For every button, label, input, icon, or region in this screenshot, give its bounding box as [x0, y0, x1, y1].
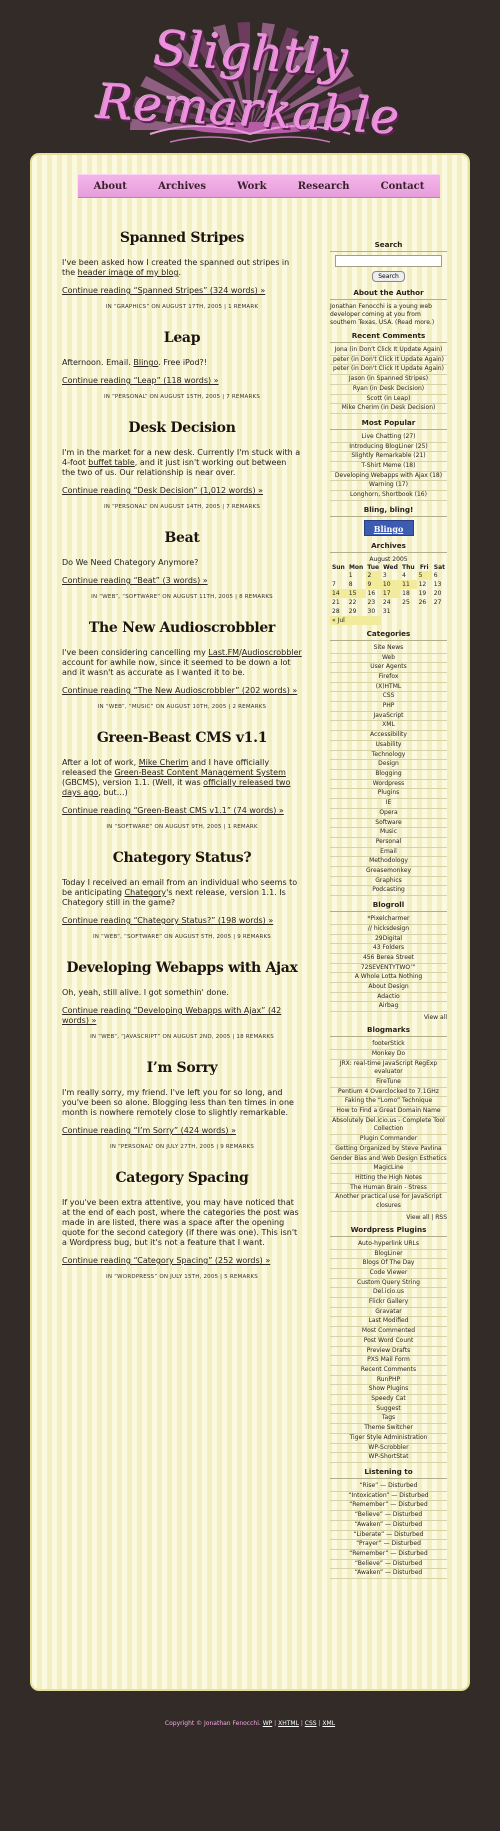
post-excerpt	[62, 558, 302, 568]
archives-widget	[330, 541, 447, 625]
category-link[interactable]: IE	[330, 799, 447, 809]
blogroll-link[interactable]: 29Digital	[330, 935, 447, 945]
recent-comment-link[interactable]: Mike Cherim (in Desk Decision)	[330, 404, 447, 414]
post-inline-link[interactable]: Mike Cherim	[138, 758, 189, 767]
recent-comment-link[interactable]: Ryan (in Desk Decision)	[330, 385, 447, 395]
track-link[interactable]: “Awaken” — Disturbed	[330, 1569, 447, 1579]
post-text: Oh, yeah, still alive. I got somethin' done.	[62, 988, 229, 997]
category-link[interactable]: Accessibility	[330, 731, 447, 741]
calendar-day[interactable]: 2	[366, 571, 381, 580]
post	[62, 850, 302, 940]
most-popular-heading: Most Popular	[330, 418, 447, 430]
calendar-day: 7	[332, 580, 336, 588]
search-input[interactable]	[335, 255, 442, 267]
calendar-day: 29	[348, 607, 357, 615]
track-link[interactable]: “Liberate” — Disturbed	[330, 1531, 447, 1541]
continue-reading-link[interactable]: Continue reading “I’m Sorry” (424 words) »	[62, 1126, 236, 1135]
post-meta: IN “WORDPRESS” ON JULY 15TH, 2005 | 5 REMARKS	[106, 1274, 258, 1280]
post-excerpt	[62, 1088, 302, 1118]
recent-comment-link[interactable]: Jason (in Spanned Stripes)	[330, 375, 447, 385]
category-link[interactable]: (X)HTML	[330, 683, 447, 693]
category-link[interactable]: Plugins	[330, 789, 447, 799]
recent-comment-link[interactable]: peter (in Don't Click It Update Again)	[330, 356, 447, 366]
continue-reading-link[interactable]: Continue reading “The New Audioscrobbler” (202 words) »	[62, 686, 298, 695]
post	[62, 1060, 302, 1150]
calendar-weekday: Thu	[402, 563, 415, 571]
category-link[interactable]: Usability	[330, 741, 447, 751]
post-excerpt	[62, 988, 302, 998]
post-text: and I have officially released the	[62, 758, 270, 777]
category-link[interactable]: JavaScript	[330, 712, 447, 722]
calendar-day: 26	[418, 598, 427, 606]
track-link[interactable]: “Believe” — Disturbed	[330, 1560, 447, 1570]
post-excerpt	[62, 1198, 302, 1248]
listening-list	[330, 1482, 447, 1579]
post-text: 's next release, version 1.1. Is Chategory still in the game?	[62, 888, 286, 907]
calendar-empty-cell	[330, 571, 347, 580]
post-text: . Free iPod?!	[158, 358, 208, 367]
post	[62, 1170, 302, 1280]
post-excerpt	[62, 758, 302, 798]
post-meta: IN “WEB”, “SOFTWARE” ON AUGUST 5TH, 2005 | 9 REMARKS	[92, 934, 272, 940]
category-link[interactable]: Wordpress	[330, 780, 447, 790]
post-text: If you've been extra attentive, you may have noticed that at the end of each post, where the categories the post was made in are listed, there was a space after the opening quote for the second category (if there was one). This isn't a Wordpress bug, but it's not a feature that I want.	[62, 1198, 299, 1247]
calendar-day: 24	[382, 598, 391, 606]
post-text: After a lot of work,	[62, 758, 139, 767]
post	[62, 330, 302, 400]
about-widget	[330, 288, 447, 327]
post-text: , and it just isn't working out between the two of us. Our relationship is near over.	[62, 458, 287, 477]
categories-widget	[330, 629, 447, 896]
calendar-weekday: Mon	[348, 563, 364, 571]
post-title[interactable]: Desk Decision	[128, 420, 236, 436]
post-title[interactable]: Green-Beast CMS v1.1	[96, 730, 268, 746]
calendar-day: 18	[402, 589, 410, 597]
plugin-link[interactable]: Tags	[330, 1414, 447, 1424]
popular-post-link[interactable]: Introducing BlogLiner (25)	[330, 443, 447, 453]
post-meta: IN “GRAPHICS” ON AUGUST 17TH, 2005 | 1 REMARK	[105, 304, 259, 310]
post	[62, 530, 302, 600]
post-text: Today I received an email from an individual who seems to be anticipating	[62, 878, 298, 897]
calendar-day[interactable]: 9	[366, 580, 381, 589]
footer-link-wp[interactable]: WP	[262, 1720, 273, 1727]
blogroll-list	[330, 915, 447, 1012]
post-inline-link[interactable]: Chategory	[124, 888, 167, 897]
calendar-day: 31	[382, 607, 391, 615]
post-meta: IN “WEB”, “JAVASCRIPT” ON AUGUST 2ND, 2005 | 18 REMARKS	[90, 1034, 274, 1040]
nav-about[interactable]: About	[93, 180, 127, 192]
plugin-link[interactable]: Post Word Count	[330, 1337, 447, 1347]
blogmarks-links[interactable]: View all | RSS	[406, 1213, 447, 1221]
calendar-empty-cell	[400, 607, 416, 616]
post-inline-link[interactable]: buffet table	[88, 458, 135, 467]
calendar-month: August 2005	[369, 555, 408, 563]
blogroll-link[interactable]: A Whole Lotta Nothing	[330, 973, 447, 983]
blogmark-link[interactable]: How to Find a Great Domain Name	[330, 1107, 447, 1117]
plugin-link[interactable]: Auto-hyperlink URLs	[330, 1240, 447, 1250]
popular-post-link[interactable]: Live Chatting (27)	[330, 433, 447, 443]
post	[62, 960, 302, 1040]
post-meta: IN “WEB”, “SOFTWARE” ON AUGUST 11TH, 2005 | 8 REMARKS	[91, 594, 273, 600]
popular-post-link[interactable]: T-Shirt Meme (18)	[330, 462, 447, 472]
wp-plugins-widget	[330, 1225, 447, 1463]
site-footer: Copyright © Jonathan Fenocchi. WP | XHTML | CSS | XML	[164, 1720, 336, 1727]
calendar-day: 19	[418, 589, 427, 597]
recent-comment-link[interactable]: peter (in Don't Click It Update Again)	[330, 365, 447, 375]
site-header	[0, 0, 500, 160]
blogroll-link[interactable]: 43 Folders	[330, 944, 447, 954]
blogmark-link[interactable]: Monkey Do	[330, 1050, 447, 1060]
category-link[interactable]: Podcasting	[330, 886, 447, 896]
blogmark-link[interactable]: footerStick	[330, 1040, 447, 1050]
main-nav	[78, 174, 440, 198]
recent-comment-link[interactable]: Scott (in Leap)	[330, 395, 447, 405]
calendar-weekday: Tue	[367, 563, 380, 571]
wp-plugins-list	[330, 1240, 447, 1463]
continue-reading-link[interactable]: Continue reading “Developing Webapps with Ajax” (42 words) »	[62, 1006, 282, 1025]
blogmark-link[interactable]: Faking the “Lomo” Technique	[330, 1097, 447, 1107]
category-link[interactable]: Methodology	[330, 857, 447, 867]
calendar-day[interactable]: 15	[347, 589, 366, 598]
category-link[interactable]: Site News	[330, 644, 447, 654]
continue-reading-link[interactable]: Continue reading “Green-Beast CMS v1.1” (74 words) »	[62, 806, 284, 815]
continue-reading-link[interactable]: Continue reading “Category Spacing” (252 words) »	[62, 1256, 271, 1265]
blogroll-link[interactable]: About Design	[330, 983, 447, 993]
blogmarks-list	[330, 1040, 447, 1212]
calendar-day: 21	[332, 598, 340, 606]
about-text: Jonathan Fenocchi is a young web developer coming at you from southern Texas, USA. (Read more.)	[330, 303, 435, 326]
plugin-link[interactable]: Most Commented	[330, 1327, 447, 1337]
post-meta: IN “WEB”, “MUSIC” ON AUGUST 10TH, 2005 | 2 REMARKS	[97, 704, 267, 710]
post-meta: IN “PERSONAL” ON AUGUST 15TH, 2005 | 7 REMARKS	[103, 394, 261, 400]
blogroll-heading: Blogroll	[330, 900, 447, 912]
category-link[interactable]: Music	[330, 828, 447, 838]
post-meta: IN “PERSONAL” ON JULY 27TH, 2005 | 9 REMARKS	[109, 1144, 255, 1150]
listening-widget	[330, 1467, 447, 1579]
post	[62, 730, 302, 830]
blogmarks-heading: Blogmarks	[330, 1025, 447, 1037]
calendar-day: 28	[332, 607, 340, 615]
category-link[interactable]: XML	[330, 721, 447, 731]
blogroll-link[interactable]: *Pixelcharmer	[330, 915, 447, 925]
nav-contact[interactable]: Contact	[380, 180, 425, 192]
post-text: /	[239, 648, 242, 657]
continue-reading-link[interactable]: Continue reading “Beat” (3 words) »	[62, 576, 208, 585]
post-text: , but…)	[98, 788, 128, 797]
calendar-day[interactable]: 14	[330, 589, 347, 598]
site-logo[interactable]: Slightly Remarkable	[95, 20, 402, 146]
blogmark-link[interactable]: Getting Organized by Steve Pavlina	[330, 1145, 447, 1155]
post-title[interactable]: Chategory Status?	[112, 850, 252, 866]
category-link[interactable]: Opera	[330, 809, 447, 819]
blogmark-link[interactable]: Plugin Commander	[330, 1135, 447, 1145]
post-text: Afternoon. Email.	[62, 358, 134, 367]
calendar-day: 27	[433, 598, 442, 606]
plugin-link[interactable]: BlogLiner	[330, 1250, 447, 1260]
calendar-day: 8	[348, 580, 353, 588]
plugin-link[interactable]: WP-Scrobbler	[330, 1444, 447, 1454]
post-text: I've been asked how I created the spanned out stripes in the	[62, 258, 290, 277]
post-excerpt	[62, 358, 302, 368]
post-inline-link[interactable]: Audioscrobbler	[241, 648, 302, 657]
track-link[interactable]: “Awaken” — Disturbed	[330, 1521, 447, 1531]
post-excerpt	[62, 878, 302, 908]
track-link[interactable]: “Remember” — Disturbed	[330, 1550, 447, 1560]
post-inline-link[interactable]: officially released two days ago	[62, 778, 291, 797]
blogmarks-widget	[330, 1025, 447, 1221]
post-text: account for awhile now, since it seemed to be down a lot and it wasn't as accurate as I wanted it to be.	[62, 658, 291, 677]
post-inline-link[interactable]: Green-Beast Content Management System	[114, 768, 286, 777]
category-link[interactable]: Web	[330, 654, 447, 664]
category-link[interactable]: PHP	[330, 702, 447, 712]
popular-post-link[interactable]: Warning (17)	[330, 481, 447, 491]
plugin-link[interactable]: Suggest	[330, 1405, 447, 1415]
nav-research[interactable]: Research	[297, 180, 350, 192]
plugin-link[interactable]: Speedy Cat	[330, 1395, 447, 1405]
plugin-link[interactable]: Recent Comments	[330, 1366, 447, 1376]
post-list	[62, 230, 302, 1300]
search-heading: Search	[330, 240, 447, 252]
post-excerpt	[62, 648, 302, 678]
archive-calendar	[330, 556, 447, 625]
post-title[interactable]: Category Spacing	[115, 1170, 249, 1186]
blogmark-link[interactable]: MagicLine	[330, 1164, 447, 1174]
calendar-empty-cell	[417, 607, 432, 616]
post-title[interactable]: Beat	[164, 530, 200, 546]
recent-comments-widget	[330, 331, 447, 414]
calendar-day: 3	[382, 571, 387, 579]
post	[62, 420, 302, 510]
continue-reading-link[interactable]: Continue reading “Chategory Status?” (198 words) »	[62, 916, 274, 925]
category-link[interactable]: CSS	[330, 692, 447, 702]
calendar-day: 30	[367, 607, 376, 615]
calendar-day[interactable]: 17	[381, 589, 400, 598]
recent-comments-heading: Recent Comments	[330, 331, 447, 343]
footer-copyright: Copyright © Jonathan Fenocchi.	[164, 1720, 261, 1727]
recent-comment-link[interactable]: Jona (in Don't Click It Update Again)	[330, 346, 447, 356]
calendar-weekday: Fri	[419, 563, 429, 571]
plugin-link[interactable]: WP-ShortStat	[330, 1453, 447, 1463]
calendar-day: 12	[418, 580, 427, 588]
post-text: I'm really sorry, my friend. I've left you for so long, and you've been so alone. Blogging less than ten times in one month is nowhere remotely close to slightly remarkable.	[62, 1088, 294, 1117]
post-text: I've been considering cancelling my	[62, 648, 209, 657]
post-title[interactable]: Spanned Stripes	[119, 230, 245, 246]
popular-post-link[interactable]: Slightly Remarkable (21)	[330, 452, 447, 462]
calendar-weekday: Wed	[383, 563, 398, 571]
calendar-day[interactable]: 10	[381, 580, 400, 589]
calendar-day[interactable]: 5	[417, 571, 432, 580]
post-text: Do We Need Chategory Anymore?	[62, 558, 199, 567]
continue-reading-link[interactable]: Continue reading “Spanned Stripes” (324 words) »	[62, 286, 266, 295]
blogmark-link[interactable]: Gender Bias and Web Design Esthetics	[330, 1155, 447, 1165]
post-text: (GBCMS), version 1.1. (Well, it was	[62, 778, 204, 787]
blogmark-link[interactable]: The Human Brain - Stress	[330, 1184, 447, 1194]
calendar-day: 20	[433, 589, 442, 597]
bling-heading: Bling, bling!	[330, 505, 447, 517]
blogmark-link[interactable]: FireTune	[330, 1078, 447, 1088]
nav-archives[interactable]: Archives	[158, 180, 207, 192]
track-link[interactable]: “Remember” — Disturbed	[330, 1501, 447, 1511]
archives-heading: Archives	[330, 541, 447, 553]
about-heading: About the Author	[330, 288, 447, 300]
calendar-day: 16	[367, 589, 376, 597]
post-inline-link[interactable]: Last.FM	[208, 648, 240, 657]
popular-post-link[interactable]: Longhorn, Shortbook (16)	[330, 491, 447, 501]
plugin-link[interactable]: Last Modified	[330, 1317, 447, 1327]
category-link[interactable]: Blogging	[330, 770, 447, 780]
calendar-weekday: Sat	[433, 563, 446, 571]
track-link[interactable]: “Prayer” — Disturbed	[330, 1540, 447, 1550]
category-link[interactable]: Firefox	[330, 673, 447, 683]
wp-plugins-heading: Wordpress Plugins	[330, 1225, 447, 1237]
category-link[interactable]: User Agents	[330, 663, 447, 673]
calendar-empty-cell	[432, 607, 447, 616]
plugin-link[interactable]: Preview Drafts	[330, 1347, 447, 1357]
footer-link-xml[interactable]: XML	[322, 1720, 336, 1727]
blogroll-link[interactable]: Airbag	[330, 1002, 447, 1012]
post-text: .	[178, 268, 182, 277]
footer-link-css[interactable]: CSS	[304, 1720, 317, 1727]
blogmark-link[interactable]: Hitting the High Notes	[330, 1174, 447, 1184]
calendar-day: 4	[402, 571, 406, 579]
calendar-day: 25	[402, 598, 410, 606]
calendar-day: 6	[433, 571, 438, 579]
plugin-link[interactable]: Show Plugins	[330, 1385, 447, 1395]
listening-heading: Listening to	[330, 1467, 447, 1479]
search-button[interactable]: Search	[372, 271, 405, 282]
recent-comments-list	[330, 346, 447, 414]
track-link[interactable]: “Intoxication” — Disturbed	[330, 1492, 447, 1502]
most-popular-widget	[330, 418, 447, 501]
category-link[interactable]: Technology	[330, 751, 447, 761]
post-title[interactable]: Leap	[163, 330, 201, 346]
most-popular-list	[330, 433, 447, 501]
plugin-link[interactable]: Del.icio.us	[330, 1288, 447, 1298]
calendar-day: 22	[348, 598, 357, 606]
calendar-day: 1	[348, 571, 353, 579]
track-link[interactable]: “Believe” — Disturbed	[330, 1511, 447, 1521]
category-link[interactable]: Email	[330, 848, 447, 858]
plugin-link[interactable]: Gravatar	[330, 1308, 447, 1318]
calendar-day: 13	[433, 580, 442, 588]
blogroll-link[interactable]: 456 Berea Street	[330, 954, 447, 964]
calendar-prev-month-link[interactable]: « Jul	[330, 616, 381, 625]
calendar-weekday: Sun	[331, 563, 345, 571]
category-link[interactable]: Greasemonkey	[330, 867, 447, 877]
plugin-link[interactable]: RunPHP	[330, 1376, 447, 1386]
post-text: I'm in the market for a new desk. Currently I'm stuck with a 4-foot	[62, 448, 301, 467]
blingo-badge[interactable]: Blingo	[364, 520, 414, 536]
blogroll-link[interactable]: Adactio	[330, 993, 447, 1003]
plugin-link[interactable]: Blogs Of The Day	[330, 1259, 447, 1269]
calendar-day: 23	[367, 598, 376, 606]
search-widget	[330, 240, 447, 282]
blogroll-link[interactable]: 72SEVENTYTWO™	[330, 964, 447, 974]
category-link[interactable]: Graphics	[330, 877, 447, 887]
blogroll-link[interactable]: // hicksdesign	[330, 925, 447, 935]
bling-widget	[330, 505, 447, 536]
blogroll-widget	[330, 900, 447, 1021]
plugin-link[interactable]: Theme Switcher	[330, 1424, 447, 1434]
post-excerpt	[62, 258, 302, 278]
plugin-link[interactable]: PXS Mail Form	[330, 1356, 447, 1366]
post-inline-link[interactable]: Blingo	[133, 358, 159, 367]
track-link[interactable]: “Rise” — Disturbed	[330, 1482, 447, 1492]
category-link[interactable]: Design	[330, 760, 447, 770]
sidebar	[330, 240, 447, 1583]
post	[62, 620, 302, 710]
popular-post-link[interactable]: Developing Webapps with Ajax (18)	[330, 472, 447, 482]
post-meta: IN “SOFTWARE” ON AUGUST 9TH, 2005 | 1 REMARK	[106, 824, 258, 830]
continue-reading-link[interactable]: Continue reading “Desk Decision” (1,012 words) »	[62, 486, 264, 495]
nav-work[interactable]: Work	[237, 180, 267, 192]
blogmark-link[interactable]: Pentium 4 Overclocked to 7.1GHz	[330, 1088, 447, 1098]
blogmark-link[interactable]: Absolutely Del.icio.us - Complete Tool Collection	[330, 1117, 447, 1135]
post-title[interactable]: I’m Sorry	[146, 1060, 218, 1076]
plugin-link[interactable]: Custom Query String	[330, 1279, 447, 1289]
category-link[interactable]: Personal	[330, 838, 447, 848]
category-link[interactable]: Software	[330, 819, 447, 829]
post-meta: IN “PERSONAL” ON AUGUST 14TH, 2005 | 7 REMARKS	[103, 504, 261, 510]
blogmark-link[interactable]: JRX: real-time JavaScript RegExp evaluator	[330, 1060, 447, 1078]
blogmark-link[interactable]: Another practical use for JavaScript closures	[330, 1193, 447, 1211]
page-container	[30, 153, 470, 1691]
plugin-link[interactable]: Code Viewer	[330, 1269, 447, 1279]
categories-heading: Categories	[330, 629, 447, 641]
post-excerpt	[62, 448, 302, 478]
blogroll-view-all[interactable]: View all	[423, 1014, 447, 1022]
post-title[interactable]: Developing Webapps with Ajax	[66, 960, 298, 976]
plugin-link[interactable]: Tiger Style Administration	[330, 1434, 447, 1444]
categories-list	[330, 644, 447, 896]
footer-link-xhtml[interactable]: XHTML	[278, 1720, 299, 1727]
continue-reading-link[interactable]: Continue reading “Leap” (118 words) »	[62, 376, 219, 385]
post-inline-link[interactable]: header image of my blog	[77, 268, 179, 277]
post	[62, 230, 302, 310]
calendar-day[interactable]: 11	[400, 580, 416, 589]
post-title[interactable]: The New Audioscrobbler	[88, 620, 276, 636]
plugin-link[interactable]: Flickr Gallery	[330, 1298, 447, 1308]
